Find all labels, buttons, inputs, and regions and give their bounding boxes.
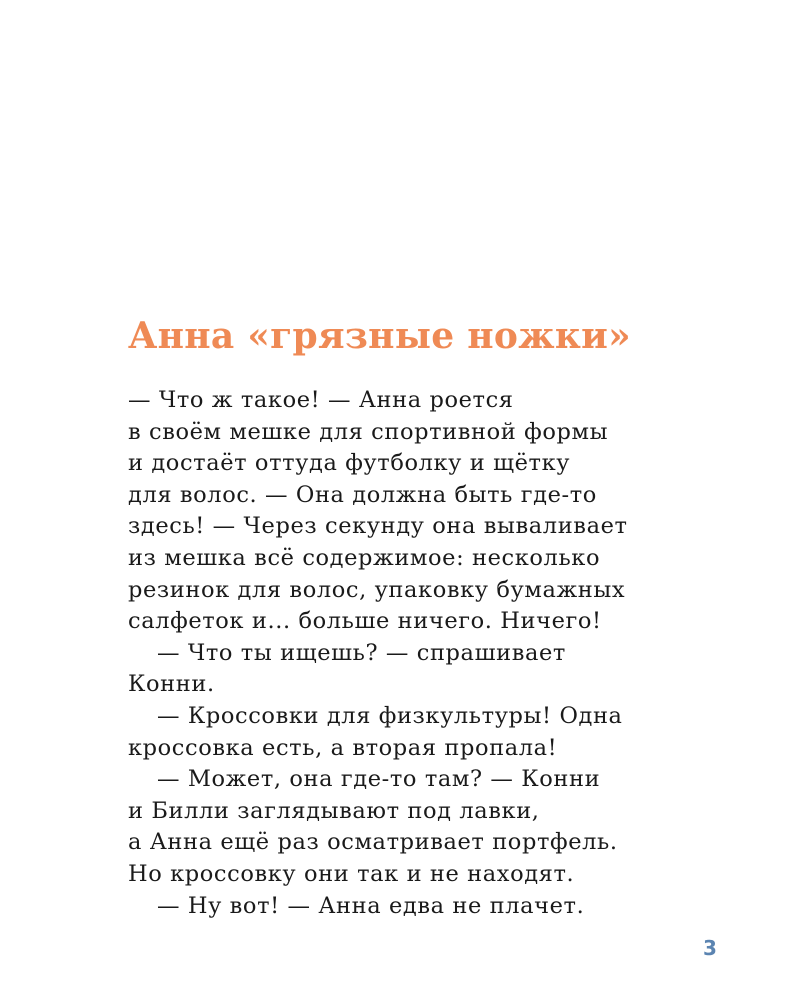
text-line: из мешка всё содержимое: несколько [128, 544, 601, 571]
text-line: Конни. [128, 671, 215, 698]
text-line: резинок для волос, упаковку бумажных [128, 576, 626, 603]
text-line: — Что ты ищешь? — спрашивает [157, 639, 566, 666]
text-line: — Кроссовки для физкультуры! Одна [157, 702, 623, 729]
text-line: салфеток и... больше ничего. Ничего! [128, 608, 602, 635]
page-number: 3 [703, 936, 717, 960]
text-line: в своём мешке для спортивной формы [128, 418, 609, 445]
text-line: и Билли заглядывают под лавки, [128, 797, 540, 824]
text-line: здесь! — Через секунду она вываливает [128, 513, 628, 540]
text-line: — Ну вот! — Анна едва не плачет. [157, 892, 585, 919]
text-line: — Может, она где-то там? — Конни [157, 766, 601, 793]
text-line: а Анна ещё раз осматривает портфель. [128, 829, 618, 856]
text-line: кроссовка есть, а вторая пропала! [128, 734, 558, 761]
text-line: для волос. — Она должна быть где-то [128, 481, 597, 508]
chapter-title: Анна «грязные ножки» [128, 315, 631, 357]
text-line: Но кроссовку они так и не находят. [128, 860, 575, 887]
body-text [128, 385, 718, 922]
text-line: и достаёт оттуда футболку и щётку [128, 450, 571, 477]
text-line: — Что ж такое! — Анна роется [128, 387, 514, 413]
